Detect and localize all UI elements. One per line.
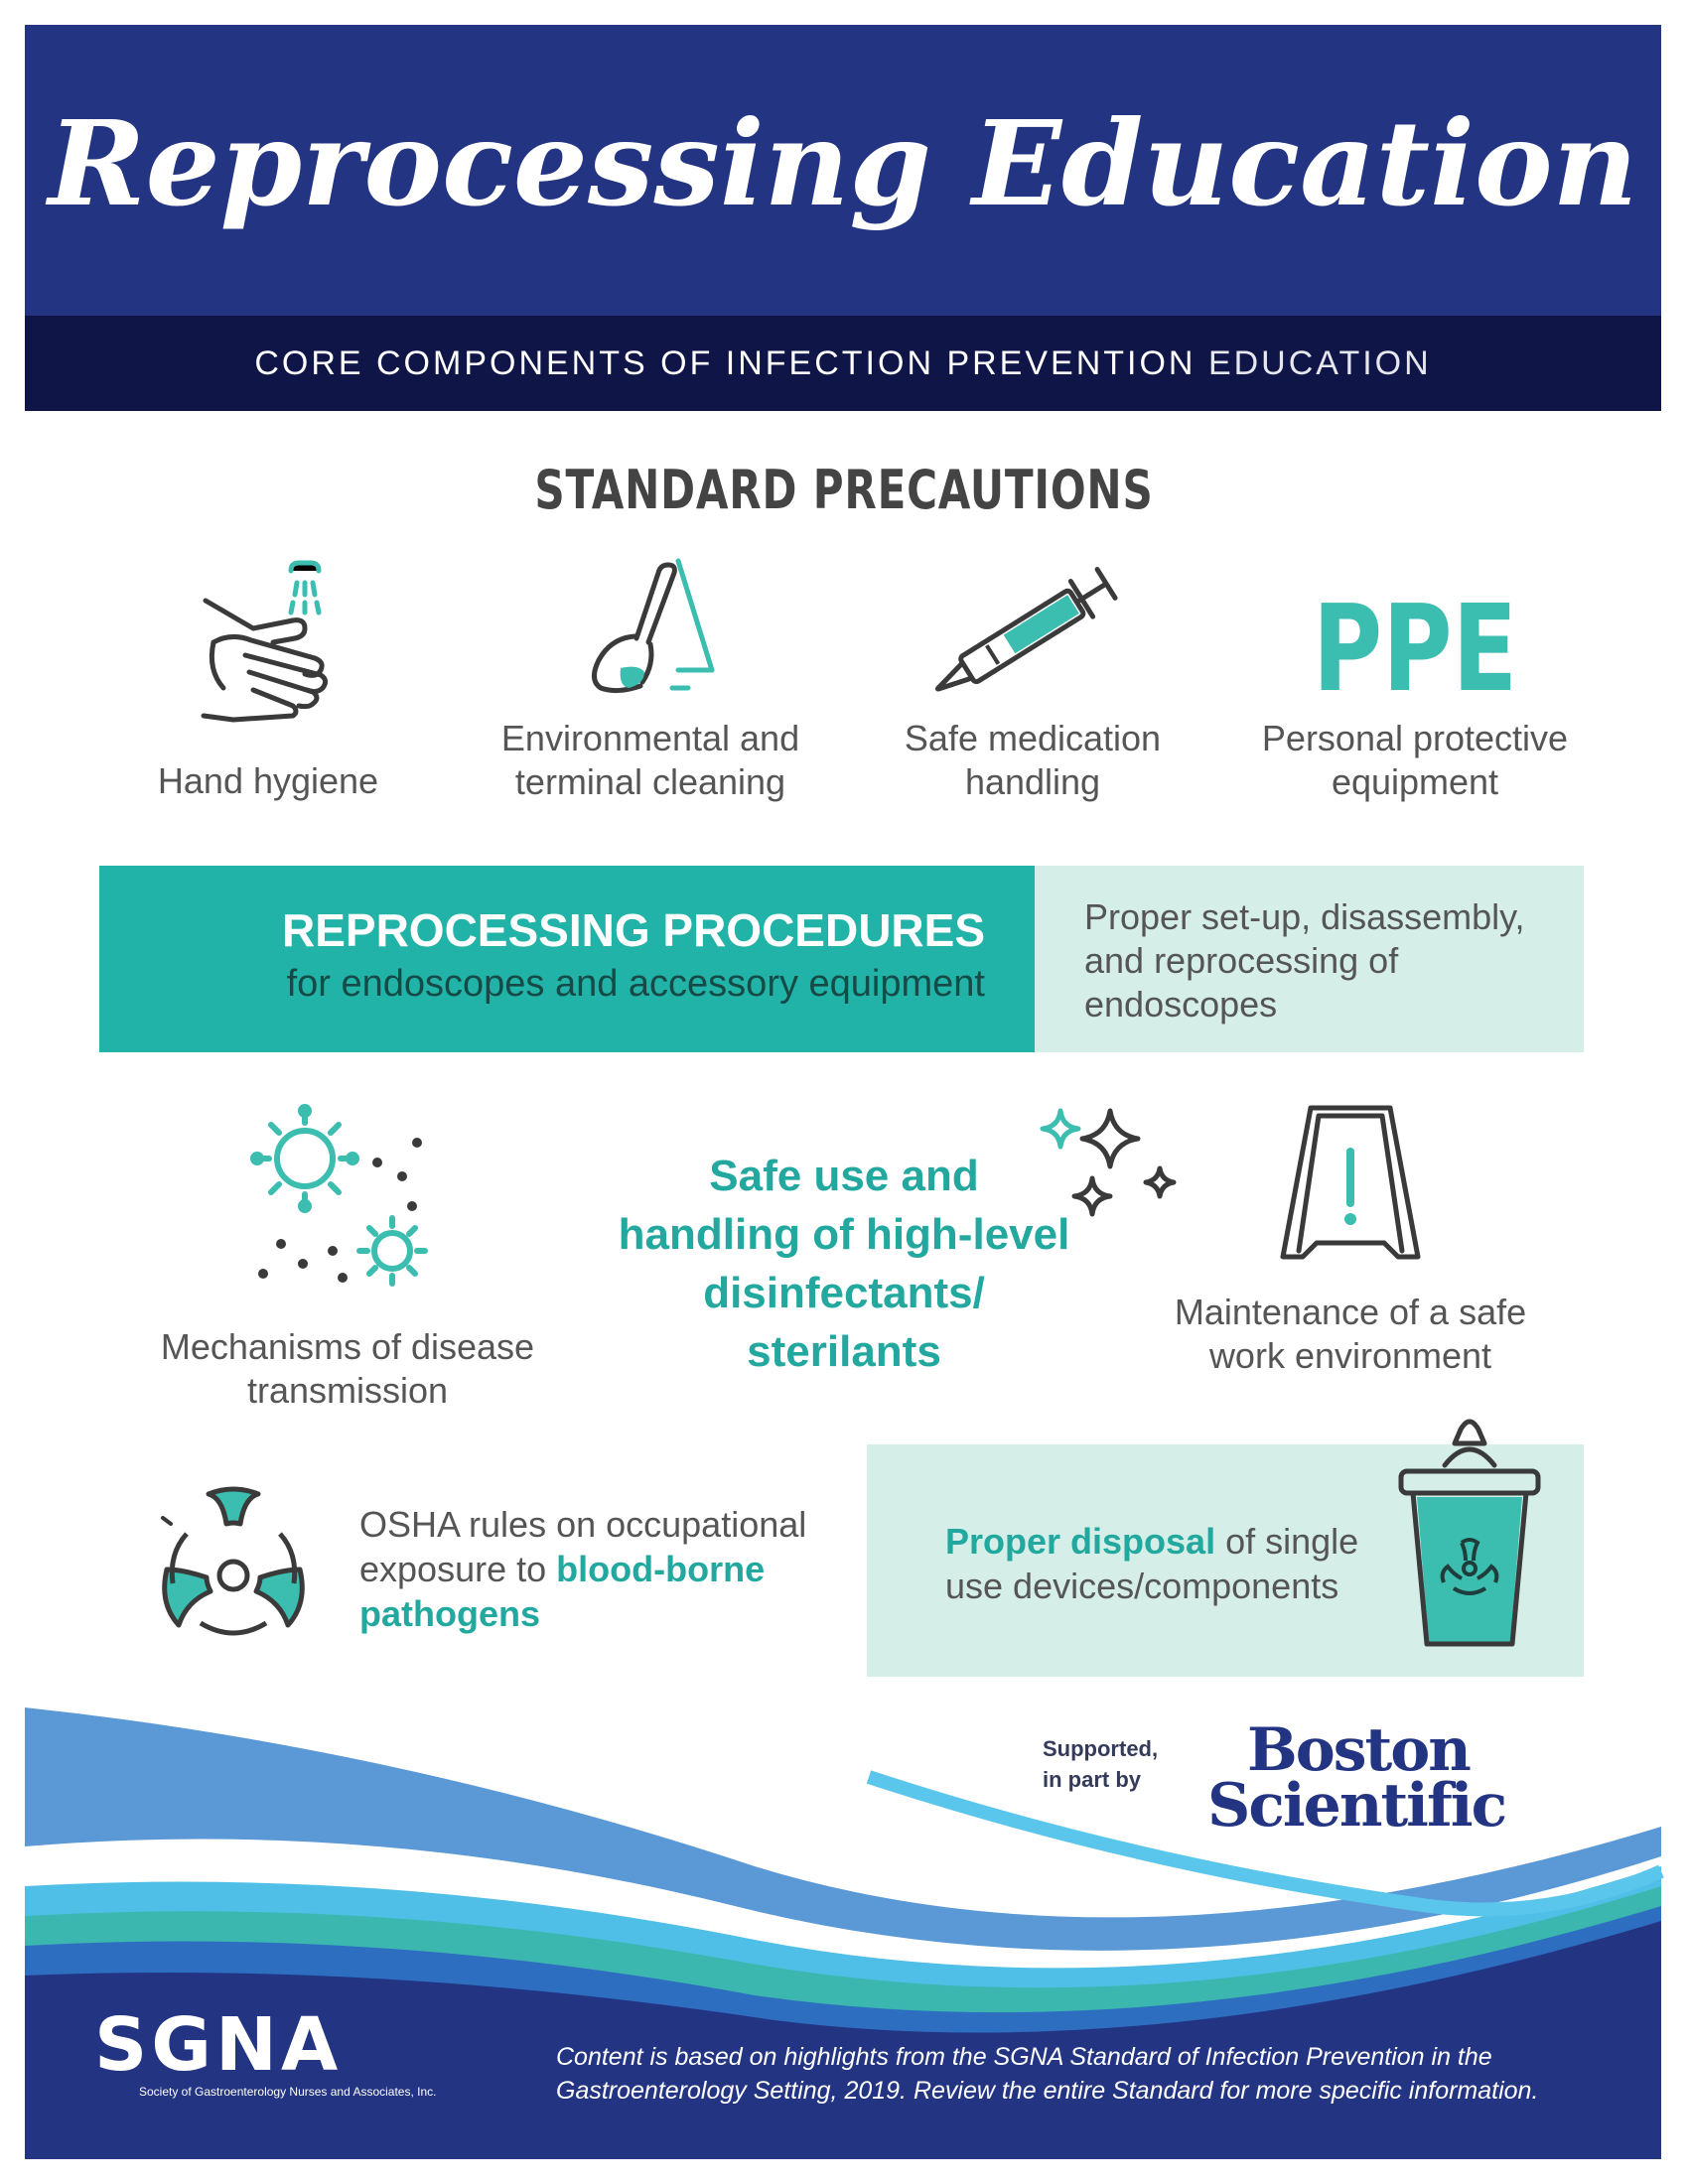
ppe-text: PPE [1312, 581, 1518, 719]
reprocessing-title: REPROCESSING PROCEDURES [281, 904, 985, 956]
osha-prefix: OSHA rules on occupational exposure to [359, 1504, 807, 1589]
caption-safe-work-environment: Maintenance of a safe work environment [1174, 1292, 1527, 1376]
sgna-org-name: Society of Gastroenterology Nurses and Associates, Inc. [139, 2085, 437, 2099]
caption-hand-hygiene: Hand hygiene [157, 760, 379, 801]
caption-ppe: Personal protective equipment [1261, 718, 1569, 802]
sgna-logo: SGNA [94, 2002, 343, 2088]
footer-note: Content is based on highlights from the SGNA Standard of Infection Prevention in the Gastroenterology Setting, 2019. Review the entire Standard for more specific information. [556, 2043, 1539, 2105]
sponsor-logo [1207, 1715, 1506, 1841]
supported-by-text [1043, 1733, 1158, 1795]
reprocessing-description: Proper set-up, disassembly, and reprocessing of endoscopes [1084, 896, 1525, 1024]
disposal-rest: of single use devices/components [945, 1521, 1359, 1606]
section-title-standard-precautions: STANDARD PRECAUTIONS [534, 459, 1154, 521]
caption-environmental-cleaning: Environmental and terminal cleaning [500, 718, 800, 802]
sponsor-logo-line-2: Scientific [1207, 1771, 1506, 1841]
page-title: Reprocessing Education [48, 94, 1638, 232]
reprocessing-subtitle: for endoscopes and accessory equipment [286, 963, 985, 1005]
supported-line-2: in part by [1043, 1767, 1142, 1792]
supported-line-1: Supported, [1043, 1736, 1159, 1761]
osha-highlight: blood-borne pathogens [359, 1549, 766, 1634]
subtitle-tail: EDUCATION [1207, 344, 1432, 382]
subtitle-main: CORE COMPONENTS OF INFECTION PREVENTION [254, 344, 1196, 382]
disposal-highlight: Proper disposal [945, 1521, 1216, 1562]
caption-disease-transmission: Mechanisms of disease transmission [160, 1326, 535, 1411]
caption-medication-handling: Safe medication handling [904, 718, 1162, 802]
disinfectants-heading: Safe use and handling of high-level disinfectants/ sterilants [618, 1152, 1070, 1376]
sponsor-logo-line-1: Boston [1247, 1715, 1470, 1785]
